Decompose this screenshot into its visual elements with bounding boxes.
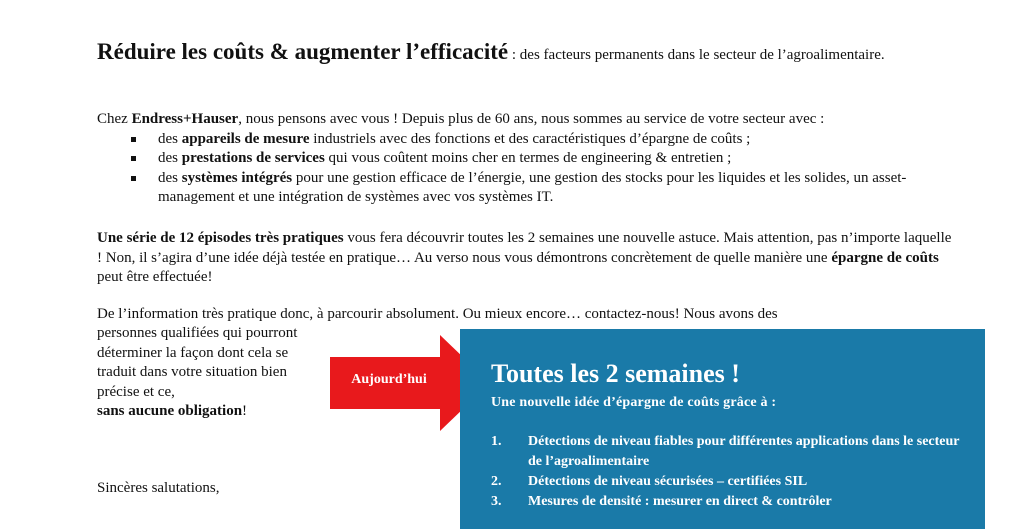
- item-text: Détections de niveau fiables pour différentes applications dans le secteur de l’agroalimentaire: [528, 434, 960, 469]
- intro-post: , nous pensons avec vous ! Depuis plus de 60 ans, nous sommes au service de votre secteur avec :: [238, 111, 825, 127]
- item-pre: des: [158, 150, 182, 166]
- item-pre: des: [158, 130, 182, 147]
- series-bold-savings: épargne de coûts: [831, 249, 939, 266]
- no-obligation-text: sans aucune obligation: [97, 403, 243, 419]
- box-list: [491, 432, 971, 512]
- item-number: 2.: [491, 474, 502, 489]
- bullet-square-icon: [131, 137, 136, 142]
- item-post: industriels avec des fonctions et des caractéristiques d’épargne de coûts ;: [309, 130, 751, 147]
- item-bold: prestations de services: [181, 150, 325, 166]
- info-end: !: [242, 403, 248, 419]
- highlight-box: [460, 329, 985, 529]
- list-item: [131, 149, 957, 169]
- bullet-square-icon: [131, 156, 136, 161]
- item-number: 3.: [491, 494, 502, 509]
- item-bold: systèmes intégrés: [181, 169, 293, 186]
- intro-pre: Chez: [97, 111, 132, 127]
- intro-section: [97, 110, 957, 208]
- item-post: pour une gestion efficace de l’énergie, une gestion des stocks pour les liquides et les solides, un asset-management et une intégration de systèmes avec vos systèmes IT.: [158, 169, 907, 205]
- list-item: [131, 169, 957, 208]
- title-heading: Réduire les coûts & augmenter l’efficacité: [97, 39, 509, 64]
- info-column-text: personnes qualifiées qui pourront déterminer la façon dont cela se traduit dans votre situation bien précise et ce,: [97, 325, 298, 400]
- closing-salutation: Sincères salutations,: [97, 480, 220, 496]
- brand-name: Endress+Hauser: [131, 111, 239, 127]
- list-item: [491, 492, 971, 512]
- list-item: [491, 472, 971, 492]
- info-column: [97, 324, 327, 422]
- list-item: [491, 432, 971, 472]
- item-text: Mesures de densité : mesurer en direct & contrôler: [528, 494, 832, 509]
- list-item: [131, 130, 957, 150]
- series-text: vous fera découvrir toutes les 2 semaines une nouvelle astuce. Mais attention, pas n’importe laquelle ! Non, il s’agira d’une idée déjà testée en pratique… Au verso nous vous démontrons concrètement de quelle manière une: [97, 230, 952, 266]
- document-title: [97, 39, 957, 66]
- item-bold: appareils de mesure: [181, 130, 310, 147]
- item-number: 1.: [491, 434, 502, 449]
- bullet-square-icon: [131, 176, 136, 181]
- item-text: Détections de niveau sécurisées – certifiées SIL: [528, 474, 808, 489]
- arrow-label: Aujourd’hui: [351, 372, 427, 387]
- benefit-list: [97, 130, 957, 208]
- box-title: Toutes les 2 semaines !: [491, 359, 740, 388]
- item-post: qui vous coûtent moins cher en termes de engineering & entretien ;: [324, 150, 732, 166]
- title-rest: : des facteurs permanents dans le secteur de l’agroalimentaire.: [508, 47, 885, 63]
- series-bold: Une série de 12 épisodes très pratiques: [97, 230, 344, 246]
- series-paragraph: [97, 229, 957, 288]
- item-pre: des: [158, 169, 182, 186]
- intro-paragraph: [97, 110, 957, 130]
- series-end: peut être effectuée!: [97, 269, 213, 285]
- box-subtitle: Une nouvelle idée d’épargne de coûts grâce à :: [491, 395, 777, 410]
- info-line: De l’information très pratique donc, à parcourir absolument. Ou mieux encore… contactez-nous! Nous avons des: [97, 306, 778, 322]
